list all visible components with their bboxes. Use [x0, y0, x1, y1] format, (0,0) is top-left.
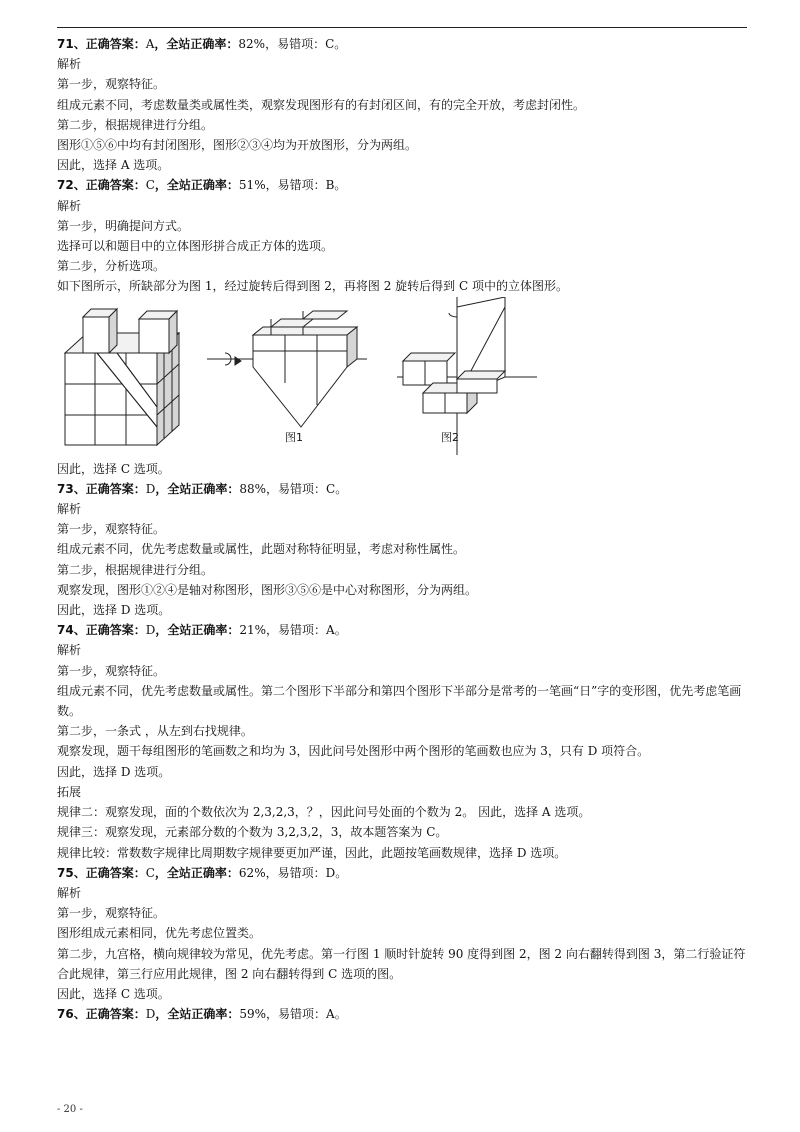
q71-rate: 82%	[238, 37, 266, 51]
q74-line: 规律三：观察发现，元素部分数的个数为 3,2,3,2，3，故本题答案为 C。	[57, 825, 448, 840]
q75-line: 图形组成元素相同，优先考虑位置类。	[57, 926, 262, 941]
q75-heading	[57, 863, 757, 883]
q72-rate: 51%	[238, 178, 266, 193]
q72-line: 解析	[57, 198, 82, 213]
q75-line: 第一步，观察特征。	[57, 906, 166, 921]
q74-number: 74、	[57, 623, 86, 638]
q71-line: 第二步，根据规律进行分组。	[57, 117, 214, 132]
q71-line: 图形①⑤⑥中均有封闭图形，图形②③④均为开放图形，分为两组。	[57, 138, 418, 153]
q71-answer-label: 正确答案：	[85, 37, 146, 51]
q72-answer-label: 正确答案：	[85, 178, 146, 193]
q71-rate-label: ，全站正确率：	[154, 37, 239, 51]
q76-rate: 59%	[239, 1007, 267, 1022]
q73-answer-label: 正确答案：	[85, 481, 146, 496]
q75-error: D。	[325, 865, 348, 880]
q74-line: 第一步，观察特征。	[57, 663, 166, 678]
q75-rate-label: ，全站正确率：	[154, 865, 239, 880]
q75-line: 因此，选择 C 选项。	[57, 986, 170, 1001]
q71-error-label: ，易错项：	[265, 37, 326, 51]
q73-line: 第二步，根据规律进行分组。	[57, 562, 214, 577]
q74-line: 规律二：观察发现，面的个数依次为 2,3,2,3，？，因此问号处面的个数为 2。 因此，选择 A 选项。	[57, 805, 591, 820]
q72-line: 选择可以和题目中的立体图形拼合成正方体的选项。	[57, 239, 334, 254]
q75-answer-label: 正确答案：	[85, 865, 146, 880]
q74-line: 规律比较：常数数字规律比周期数字规律要更加严谨，因此，此题按笔画数规律，选择 D 选项。	[57, 845, 567, 860]
q75-line: 解析	[57, 885, 82, 900]
q75-line: 第二步，九宫格，横向规律较为常见，优先考虑。第一行图 1 顺时针旋转 90 度得到图 2，图 2 向右翻转得到图 3，第二行验证符合此规律，第三行应用此规律，图 2 向右翻转得到 C 选项的图。	[57, 946, 746, 981]
q76-error-label: ，易错项：	[266, 1007, 327, 1022]
q71-heading	[57, 34, 757, 54]
q71-answer: A	[145, 37, 155, 51]
q74-rate: 21%	[239, 623, 267, 638]
q74-line: 因此，选择 D 选项。	[57, 764, 171, 779]
q71-line: 因此，选择 A 选项。	[57, 158, 170, 173]
figure-2-caption: 图2	[441, 430, 459, 444]
q74-error-label: ，易错项：	[266, 623, 327, 638]
header-rule	[57, 27, 747, 28]
q73-number: 73、	[57, 481, 86, 496]
q74-answer-label: 正确答案：	[85, 623, 146, 638]
q72-conclusion: 因此，选择 C 选项。	[57, 461, 170, 476]
q71-line: 解析	[57, 57, 82, 72]
q72-error-label: ，易错项：	[265, 178, 326, 193]
q73-rate-label: ，全站正确率：	[155, 481, 240, 496]
q75-error-label: ，易错项：	[265, 865, 326, 880]
page-number: - 20 -	[57, 1104, 83, 1115]
q71-line: 第一步，观察特征。	[57, 77, 166, 92]
q73-line: 观察发现，图形①②④是轴对称图形，图形③⑤⑥是中心对称图形，分为两组。	[57, 582, 478, 597]
q72-heading	[57, 175, 757, 195]
q76-answer: D	[145, 1007, 156, 1022]
q74-heading	[57, 620, 757, 640]
q72-answer: C	[145, 178, 155, 193]
q72-line: 如下图所示，所缺部分为图 1，经过旋转后得到图 2，再将图 2 旋转后得到 C 项中的立体图形。	[57, 279, 568, 294]
q73-line: 因此，选择 D 选项。	[57, 603, 171, 618]
q72-error: B。	[325, 178, 347, 193]
q72-line: 第二步，分析选项。	[57, 259, 166, 274]
q72-line: 第一步，明确提问方式。	[57, 218, 190, 233]
q76-rate-label: ，全站正确率：	[155, 1007, 240, 1022]
q74-answer: D	[145, 623, 156, 638]
q71-error: C。	[325, 37, 347, 51]
q71-line: 组成元素不同，考虑数量类或属性类，观察发现图形有的有封闭区间，有的完全开放，考虑封闭性。	[57, 97, 586, 112]
q75-answer: C	[145, 865, 155, 880]
q74-line: 拓展	[57, 784, 82, 799]
q75-number: 75、	[57, 865, 86, 880]
q73-error: C。	[326, 481, 348, 496]
q76-heading	[57, 1004, 757, 1024]
q74-line: 第二步，一条式 ，从左到右找规律。	[57, 724, 253, 739]
q73-line: 组成元素不同，优先考虑数量或属性，此题对称特征明显，考虑对称性属性。	[57, 542, 466, 557]
q72-number: 72、	[57, 178, 86, 193]
cube-figure-illustration	[57, 297, 747, 459]
q72-rate-label: ，全站正确率：	[154, 178, 239, 193]
q73-line: 解析	[57, 502, 82, 517]
q73-error-label: ，易错项：	[266, 481, 327, 496]
document-body	[57, 34, 757, 1024]
q75-rate: 62%	[238, 865, 266, 880]
q76-answer-label: 正确答案：	[85, 1007, 146, 1022]
q73-heading	[57, 479, 757, 499]
q76-error: A。	[326, 1007, 347, 1022]
q74-line: 组成元素不同，优先考虑数量或属性。第二个图形下半部分和第四个图形下半部分是常考的一笔画“日”字的变形图，优先考虑笔画数。	[57, 683, 742, 719]
q73-line: 第一步，观察特征。	[57, 522, 166, 537]
q72-figure	[57, 297, 747, 459]
q74-line: 解析	[57, 643, 82, 658]
q73-rate: 88%	[239, 481, 267, 496]
figure-1-caption: 图1	[285, 430, 303, 444]
q73-answer: D	[145, 481, 156, 496]
q71-number: 71、	[57, 37, 86, 51]
q74-line: 观察发现，题干每组图形的笔画数之和均为 3，因此问号处图形中两个图形的笔画数也应为 3，只有 D 项符合。	[57, 744, 650, 759]
q74-error: A。	[326, 623, 347, 638]
q76-number: 76、	[57, 1007, 86, 1022]
q74-rate-label: ，全站正确率：	[155, 623, 240, 638]
